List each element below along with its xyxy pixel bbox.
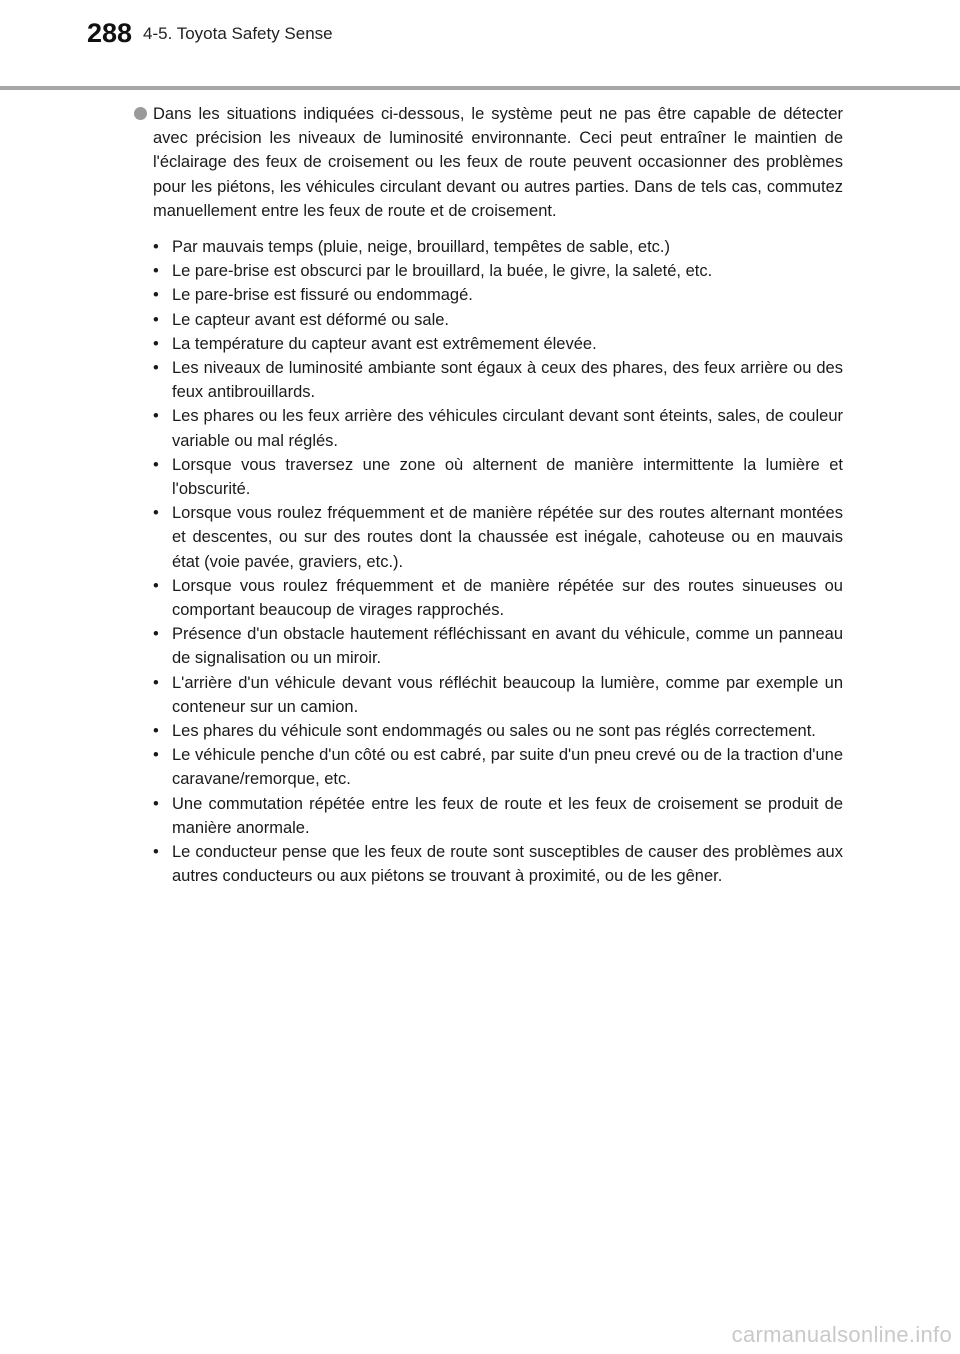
list-item: • Lorsque vous roulez fréquemment et de manière répétée sur des routes sinueuses ou comportant beaucoup de virages rapprochés. xyxy=(153,574,843,622)
header-divider xyxy=(0,86,960,90)
main-content xyxy=(133,102,843,889)
list-item: • Une commutation répétée entre les feux de route et les feux de croisement se produit de manière anormale. xyxy=(153,792,843,840)
list-item: • Présence d'un obstacle hautement réfléchissant en avant du véhicule, comme un panneau de signalisation ou un miroir. xyxy=(153,622,843,670)
list-item: • Par mauvais temps (pluie, neige, brouillard, tempêtes de sable, etc.) xyxy=(153,235,843,259)
watermark: carmanualsonline.info xyxy=(731,1322,952,1347)
section-title: 4-5. Toyota Safety Sense xyxy=(143,24,333,43)
page-number: 288 xyxy=(87,18,133,48)
intro-paragraph xyxy=(133,102,843,223)
list-item: • L'arrière d'un véhicule devant vous réfléchit beaucoup la lumière, comme par exemple un conteneur sur un camion. xyxy=(153,671,843,719)
list-item: • Le capteur avant est déformé ou sale. xyxy=(153,308,843,332)
list-item: • Le pare-brise est fissuré ou endommagé. xyxy=(153,283,843,307)
conditions-list xyxy=(133,235,843,888)
list-item: • La température du capteur avant est extrêmement élevée. xyxy=(153,332,843,356)
circle-bullet-icon xyxy=(134,107,147,120)
list-item: • Les phares ou les feux arrière des véhicules circulant devant sont éteints, sales, de couleur variable ou mal réglés. xyxy=(153,404,843,452)
list-item: • Lorsque vous traversez une zone où alternent de manière intermittente la lumière et l'obscurité. xyxy=(153,453,843,501)
intro-paragraph-text: Dans les situations indiquées ci-dessous, le système peut ne pas être capable de détecter avec précision les niveaux de luminosité environnante. Ceci peut entraîner le maintien de l'éclairage des feux de croisement ou les feux de route peuvent occasionner des problèmes pour les piétons, les véhicules circulant devant ou autres parties. Dans de tels cas, commutez manuellement entre les feux de route et de croisement. xyxy=(153,105,843,220)
list-item: • Le pare-brise est obscurci par le brouillard, la buée, le givre, la saleté, etc. xyxy=(153,259,843,283)
list-item: • Le conducteur pense que les feux de route sont susceptibles de causer des problèmes aux autres conducteurs ou aux piétons se trouvant à proximité, ou de les gêner. xyxy=(153,840,843,888)
list-item: • Lorsque vous roulez fréquemment et de manière répétée sur des routes alternant montées et descentes, ou sur des routes dont la chaussée est inégale, cahoteuse ou en mauvais état (voie pavée, graviers, etc.). xyxy=(153,501,843,574)
page-header xyxy=(0,0,960,90)
list-item: • Les phares du véhicule sont endommagés ou sales ou ne sont pas réglés correctement. xyxy=(153,719,843,743)
list-item: • Les niveaux de luminosité ambiante sont égaux à ceux des phares, des feux arrière ou des feux antibrouillards. xyxy=(153,356,843,404)
list-item: • Le véhicule penche d'un côté ou est cabré, par suite d'un pneu crevé ou de la traction d'une caravane/remorque, etc. xyxy=(153,743,843,791)
